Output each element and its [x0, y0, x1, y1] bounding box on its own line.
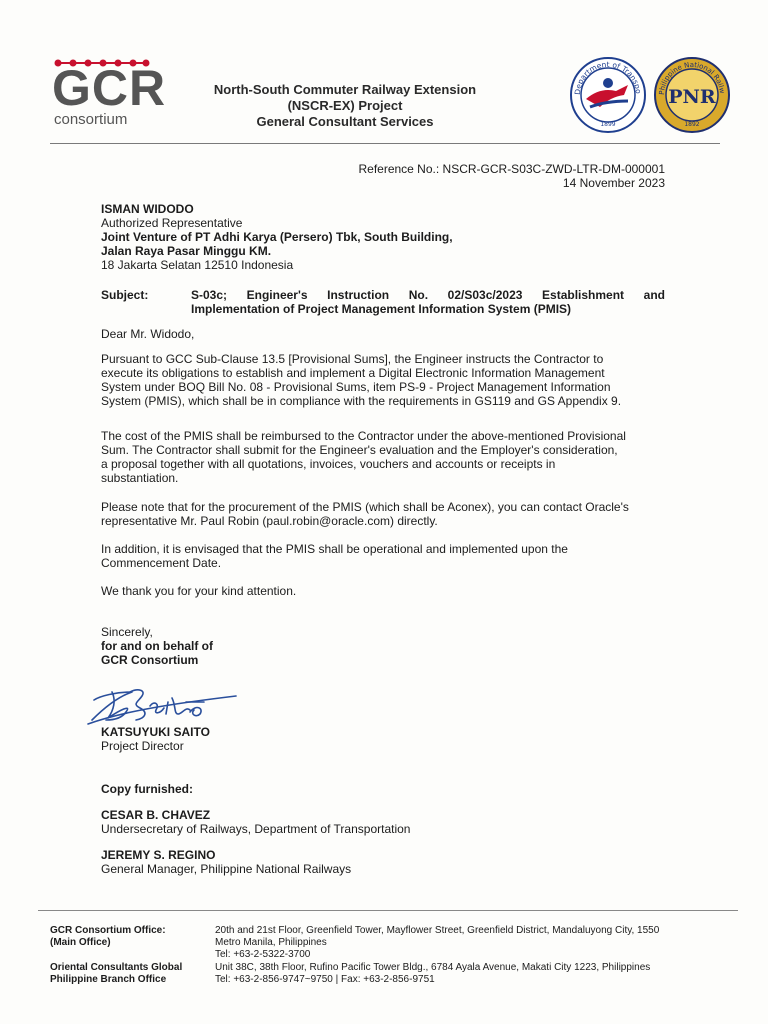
footer-label-line: GCR Consortium Office: — [50, 925, 166, 936]
recipient-block — [101, 202, 453, 272]
recipient-org-2: Jalan Raya Pasar Minggu KM. — [101, 244, 272, 258]
body-paragraph-2 — [101, 429, 676, 485]
pnr-seal-text: Philippine National Railw — [657, 60, 727, 96]
closing-behalf: for and on behalf of — [101, 639, 213, 653]
letter-date: 14 November 2023 — [562, 176, 665, 190]
project-title — [170, 82, 520, 130]
pnr-seal — [654, 57, 730, 133]
footer-addr-line: Metro Manila, Philippines — [215, 937, 327, 948]
footer-office-1-address — [215, 925, 659, 961]
para-line: execute its obligations to establish and implement a Digital Electronic Information Management — [101, 366, 605, 380]
recipient-name: ISMAN WIDODO — [101, 202, 194, 216]
signer-title: Project Director — [101, 739, 184, 753]
salutation: Dear Mr. Widodo, — [101, 327, 195, 341]
footer-label-line: Philippine Branch Office — [50, 974, 167, 985]
body-paragraph-1 — [101, 352, 676, 408]
copy-position: Undersecretary of Railways, Department of Transportation — [101, 822, 411, 836]
footer-tel: Tel: +63-2-5322-3700 — [215, 949, 311, 960]
signer-name: KATSUYUKI SAITO — [101, 725, 210, 739]
pnr-seal-year: 1892 — [684, 121, 700, 128]
para-line: In addition, it is envisaged that the PMIS shall be operational and implemented upon the — [101, 542, 568, 556]
dotr-seal-year: 1899 — [600, 121, 616, 128]
closing-sincerely: Sincerely, — [101, 625, 153, 639]
para-line: System (PMIS), which shall be in compliance with the requirements in GS119 and GS Appendix 9. — [101, 394, 622, 408]
copy-recipient-2 — [101, 848, 351, 876]
body-paragraph-4 — [101, 542, 676, 570]
para-line: The cost of the PMIS shall be reimbursed to the Contractor under the above-mentioned Provisional — [101, 429, 626, 443]
dotr-seal — [570, 57, 646, 133]
footer-office-2-address — [215, 962, 650, 986]
footer-label-line: Oriental Consultants Global — [50, 962, 183, 973]
copy-name: CESAR B. CHAVEZ — [101, 808, 211, 822]
copy-name: JEREMY S. REGINO — [101, 848, 216, 862]
para-line: Commencement Date. — [101, 556, 222, 570]
title-line-1: North-South Commuter Railway Extension — [213, 82, 477, 97]
title-line-3: General Consultant Services — [256, 114, 434, 129]
recipient-address: 18 Jakarta Selatan 12510 Indonesia — [101, 258, 294, 272]
closing-block — [101, 625, 213, 667]
para-line: We thank you for your kind attention. — [101, 584, 297, 598]
reference-number: Reference No.: NSCR-GCR-S03C-ZWD-LTR-DM-000001 — [358, 162, 665, 176]
title-line-2: (NSCR-EX) Project — [287, 98, 403, 113]
subject-label: Subject: — [101, 288, 149, 302]
dotr-seal-text: Department of Transpo — [572, 59, 644, 96]
footer-office-1-label — [50, 925, 166, 949]
copy-position: General Manager, Philippine National Railways — [101, 862, 352, 876]
signer-block — [101, 725, 210, 753]
logo-main: GCR — [52, 60, 167, 116]
header-divider — [50, 143, 720, 144]
footer-label-line: (Main Office) — [50, 937, 111, 948]
subject-text — [191, 288, 665, 316]
body-paragraph-5 — [101, 584, 676, 598]
subject-line-2: Implementation of Project Management Information System (PMIS) — [191, 302, 572, 316]
para-line: substantiation. — [101, 471, 179, 485]
pnr-seal-mark: PNR — [668, 86, 716, 108]
para-line: Pursuant to GCC Sub-Clause 13.5 [Provisional Sums], the Engineer instructs the Contractor to — [101, 352, 604, 366]
footer-addr-line: Unit 38C, 38th Floor, Rufino Pacific Tower Bldg., 6784 Ayala Avenue, Makati City 1223, Philippines — [215, 962, 651, 973]
body-paragraph-3 — [101, 500, 676, 528]
footer-divider — [38, 910, 738, 911]
para-line: Please note that for the procurement of the PMIS (which shall be Aconex), you can contact Oracle's — [101, 500, 629, 514]
recipient-org-1: Joint Venture of PT Adhi Karya (Persero) Tbk, South Building, — [101, 230, 453, 244]
para-line: System under BOQ Bill No. 08 - Provisional Sums, item PS-9 - Project Management Information — [101, 380, 611, 394]
para-line: Sum. The Contractor shall submit for the Engineer's evaluation and the Employer's consideration, — [101, 443, 618, 457]
closing-org: GCR Consortium — [101, 653, 199, 667]
para-line: representative Mr. Paul Robin (paul.robin@oracle.com) directly. — [101, 514, 438, 528]
footer-tel: Tel: +63-2-856-9747~9750 | Fax: +63-2-856-9751 — [215, 974, 435, 985]
footer-office-2-label — [50, 962, 182, 986]
para-line: a proposal together with all quotations, invoices, vouchers and accounts or receipts in — [101, 457, 556, 471]
signature-image — [86, 680, 246, 728]
logo-sub: consortium — [54, 111, 128, 128]
footer-addr-line: 20th and 21st Floor, Greenfield Tower, Mayflower Street, Greenfield District, Mandaluyong City, 1550 — [215, 925, 660, 936]
copy-recipient-1 — [101, 808, 410, 836]
recipient-title: Authorized Representative — [101, 216, 243, 230]
subject-line-1: S-03c; Engineer's Instruction No. 02/S03c/2023 Establishment and — [191, 288, 665, 302]
copy-furnished-label: Copy furnished: — [101, 782, 193, 796]
gcr-logo — [50, 55, 167, 130]
